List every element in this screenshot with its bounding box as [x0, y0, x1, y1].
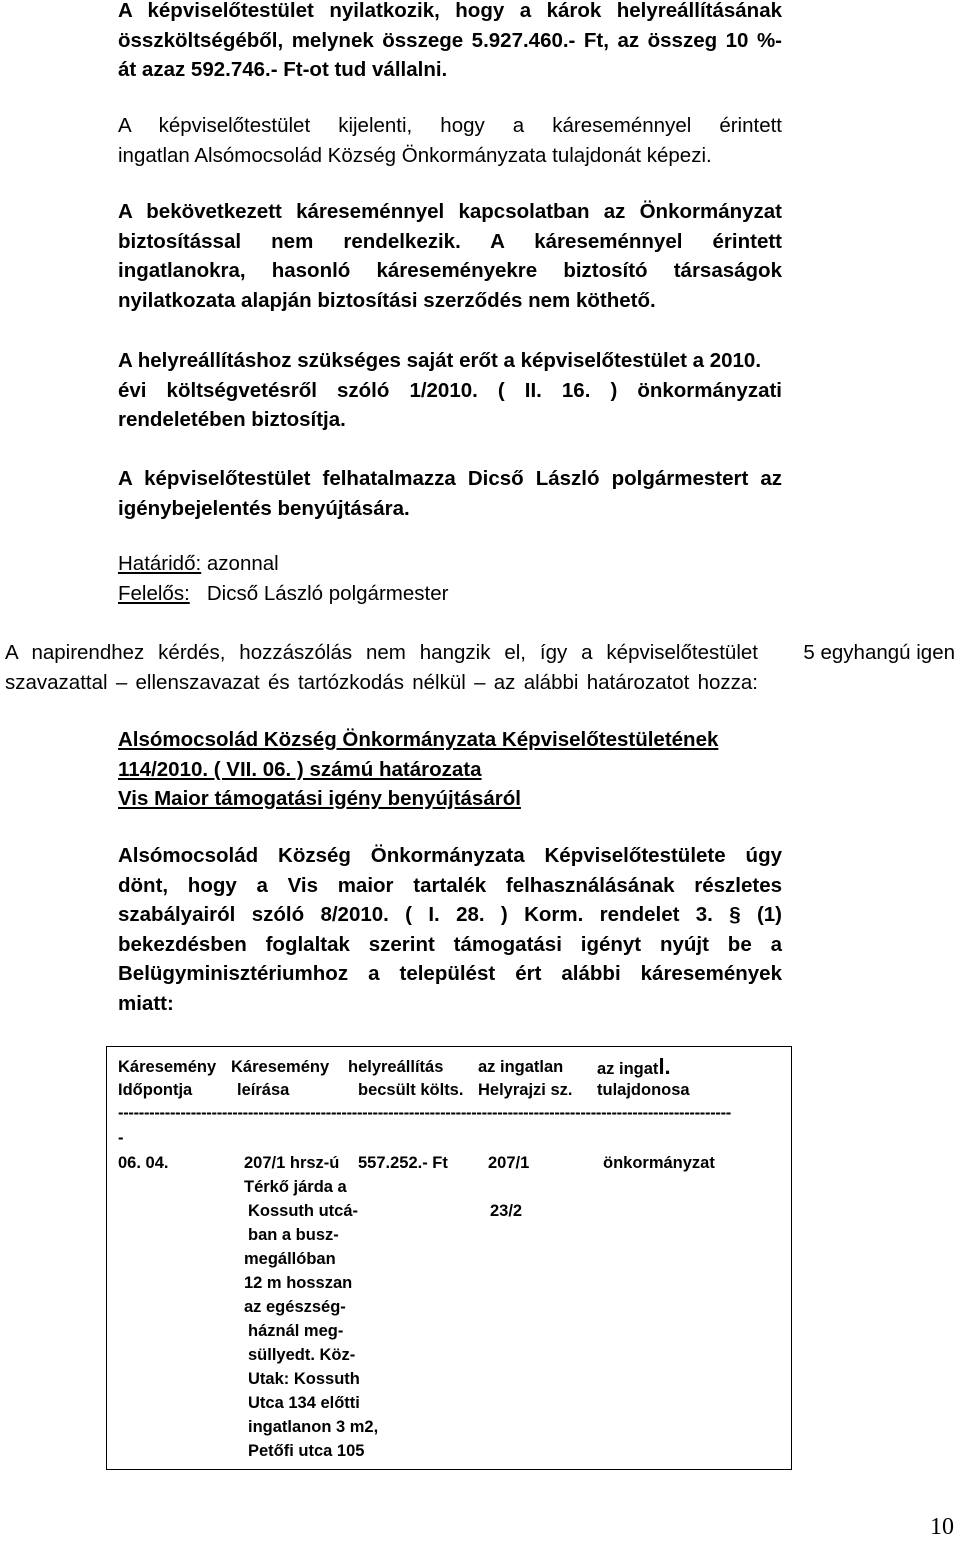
table-separator-tail: - — [118, 1129, 124, 1147]
page-number: 10 — [930, 1514, 954, 1540]
paragraph-line: A képviselőtestület kijelenti, hogy a káreseménnyel érintett — [118, 114, 782, 137]
resolution-heading — [118, 725, 782, 814]
deadline-row — [118, 549, 782, 579]
table-header-description-2: leírása — [237, 1081, 290, 1099]
description-line: Térkő járda a — [244, 1178, 347, 1196]
paragraph-line: évi költségvetésről szóló 1/2010. ( II. 16. ) önkormányzati — [118, 378, 782, 402]
description-line: Petőfi utca 105 — [248, 1442, 365, 1460]
paragraph-line: Alsómocsolád Község Önkormányzata Képviselőtestülete úgy — [118, 844, 782, 867]
table-header-owner-tail: l. — [658, 1054, 671, 1079]
paragraph-line: nyilatkozata alapján biztosítási szerződés nem köthető. — [118, 288, 656, 312]
deadline-label: Határidő: — [118, 552, 202, 575]
description-line: 207/1 hrsz-ú — [244, 1154, 340, 1172]
paragraph-line: ingatlanokra, hasonló káreseményekre biztosító társaságok — [118, 259, 782, 282]
paragraph-line: A helyreállításhoz szükséges saját erőt a képviselőtestület a 2010. — [118, 349, 762, 372]
table-header-property: az ingatlan — [478, 1058, 564, 1076]
vote-line: A napirendhez kérdés, hozzászólás nem hangzik el, így a képviselőtestület — [5, 641, 758, 664]
description-line: Kossuth utcá- — [248, 1202, 359, 1220]
funds-statement-paragraph — [118, 346, 782, 435]
table-header-repair: helyreállítás — [348, 1058, 444, 1076]
table-cell-parcel: 207/1 — [488, 1154, 530, 1172]
paragraph-line: A képviselőtestület felhatalmazza Dicső László polgármestert az — [118, 467, 782, 490]
description-line: megállóban — [244, 1250, 336, 1268]
table-header-owner-2: tulajdonosa — [597, 1081, 690, 1099]
resolution-subject-row — [118, 784, 782, 814]
table-cell-description — [244, 1151, 378, 1463]
table-header-owner-text: az ingat — [597, 1060, 659, 1078]
table-cell-cost: 557.252.- Ft — [358, 1154, 448, 1172]
ownership-statement-paragraph — [118, 111, 782, 170]
table-header-property-2: Helyrajzi sz. — [478, 1081, 573, 1099]
insurance-statement-paragraph — [118, 197, 782, 315]
table-cell-parcel-2: 23/2 — [490, 1202, 523, 1220]
paragraph-line: bekezdésben foglaltak szerint támogatási igényt nyújt be a — [118, 932, 782, 956]
resolution-number-row — [118, 755, 782, 785]
table-separator: ---------------------------------------------------------------------------------------------------------------------- — [118, 1104, 731, 1122]
description-line: ban a busz- — [248, 1226, 339, 1244]
resolution-title: Alsómocsolád Község Önkormányzata Képviselőtestületének — [118, 728, 719, 751]
paragraph-line: szabályairól szóló 8/2010. ( I. 28. ) Korm. rendelet 3. § (1) — [118, 903, 782, 926]
responsible-row — [118, 579, 782, 609]
description-line: süllyedt. Köz- — [248, 1346, 356, 1364]
responsible-label: Felelős: — [118, 581, 190, 605]
table-header-date: Káresemény — [118, 1058, 217, 1076]
table-cell-date: 06. 04. — [118, 1154, 169, 1172]
deadline-value: azonnal — [206, 552, 279, 575]
decision-paragraph — [118, 841, 782, 1018]
table-cell-owner: önkormányzat — [603, 1154, 715, 1172]
responsible-value: Dicső László polgármester — [206, 581, 449, 605]
description-line: Utak: Kossuth — [248, 1370, 360, 1388]
vote-count: 5 egyhangú igen — [803, 641, 955, 664]
paragraph-line: dönt, hogy a Vis maior tartalék felhasználásának részletes — [118, 873, 782, 897]
resolution-subject: Vis Maior támogatási igény benyújtásáról — [118, 787, 521, 810]
mandate-statement-paragraph — [118, 464, 782, 523]
paragraph-line: igénybejelentés benyújtására. — [118, 496, 410, 520]
description-line: háznál meg- — [248, 1322, 344, 1340]
paragraph-line: A képviselőtestület nyilatkozik, hogy a károk helyreállításának — [118, 0, 782, 22]
loss-statement-paragraph — [118, 0, 782, 85]
description-line: Utca 134 előtti — [248, 1394, 360, 1412]
paragraph-line: át azaz 592.746.- Ft-ot tud vállalni. — [118, 58, 448, 81]
deadline-block — [118, 549, 782, 608]
resolution-number: 114/2010. ( VII. 06. ) számú határozata — [118, 757, 482, 781]
description-line: ingatlanon 3 m2, — [248, 1418, 379, 1436]
paragraph-line: miatt: — [118, 991, 174, 1015]
description-line: 12 m hosszan — [244, 1274, 353, 1292]
table-header-repair-2: becsült költs. — [358, 1081, 464, 1099]
paragraph-line: A bekövetkezett káreseménnyel kapcsolatban az Önkormányzat — [118, 200, 782, 223]
vote-text — [5, 638, 758, 697]
paragraph-line: ingatlan Alsómocsolád Község Önkormányzata tulajdonát képezi. — [118, 143, 712, 167]
table-header-date-2: Időpontja — [118, 1081, 193, 1099]
paragraph-line: rendeletében biztosítja. — [118, 408, 346, 431]
vote-line: szavazattal – ellenszavazat és tartózkodás nélkül – az alábbi határozatot hozza: — [5, 670, 758, 694]
table-header-description: Káresemény — [231, 1058, 330, 1076]
paragraph-line: Belügyminisztériumhoz a települést ért alábbi káresemények — [118, 962, 782, 985]
description-line: az egészség- — [244, 1298, 346, 1316]
paragraph-line: összköltségéből, melynek összege 5.927.460.- Ft, az összeg 10 %- — [118, 28, 782, 52]
paragraph-line: biztosítással nem rendelkezik. A káreseménnyel érintett — [118, 229, 782, 253]
